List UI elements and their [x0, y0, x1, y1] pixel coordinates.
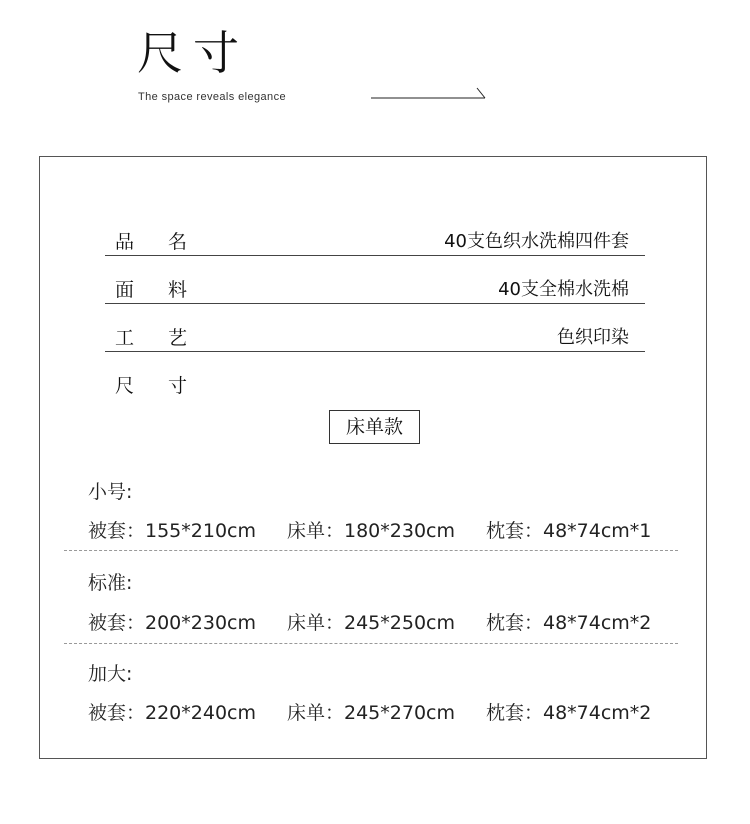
spec-key-char: 艺 — [168, 327, 188, 349]
size-item: 被套：220*240cm — [88, 702, 256, 724]
size-item: 被套：155*210cm — [88, 520, 256, 542]
spec-value: 40支全棉水洗棉 — [498, 279, 629, 300]
spec-row-craft — [105, 321, 645, 352]
size-item: 床单：180*230cm — [287, 520, 455, 542]
page-title: 尺寸 — [137, 26, 249, 80]
size-item: 床单：245*250cm — [287, 612, 455, 634]
spec-key-char: 尺 — [115, 375, 135, 397]
size-item: 被套：200*230cm — [88, 612, 256, 634]
size-item: 枕套：48*74cm*2 — [486, 612, 652, 634]
spec-key-char: 名 — [168, 231, 188, 253]
spec-key-char: 品 — [115, 231, 135, 253]
size-group-label: 小号: — [88, 481, 133, 503]
page-subtitle: The space reveals elegance — [138, 91, 286, 103]
spec-key-char: 面 — [115, 279, 135, 301]
arrow-right-icon — [371, 86, 489, 102]
spec-value: 40支色织水洗棉四件套 — [444, 231, 629, 252]
size-group-label: 标准: — [88, 572, 133, 594]
spec-key-char: 料 — [168, 279, 188, 301]
spec-value: 色织印染 — [557, 327, 629, 348]
spec-row-name — [105, 225, 645, 256]
divider — [64, 643, 678, 644]
spec-row-material — [105, 273, 645, 304]
size-group-label: 加大: — [88, 663, 133, 685]
size-item: 枕套：48*74cm*1 — [486, 520, 652, 542]
divider — [64, 550, 678, 551]
size-item: 床单：245*270cm — [287, 702, 455, 724]
spec-key-char: 工 — [115, 327, 135, 349]
spec-key-char: 寸 — [168, 375, 188, 397]
size-item: 枕套：48*74cm*2 — [486, 702, 652, 724]
style-badge: 床单款 — [329, 410, 420, 444]
spec-row-size — [105, 369, 645, 399]
